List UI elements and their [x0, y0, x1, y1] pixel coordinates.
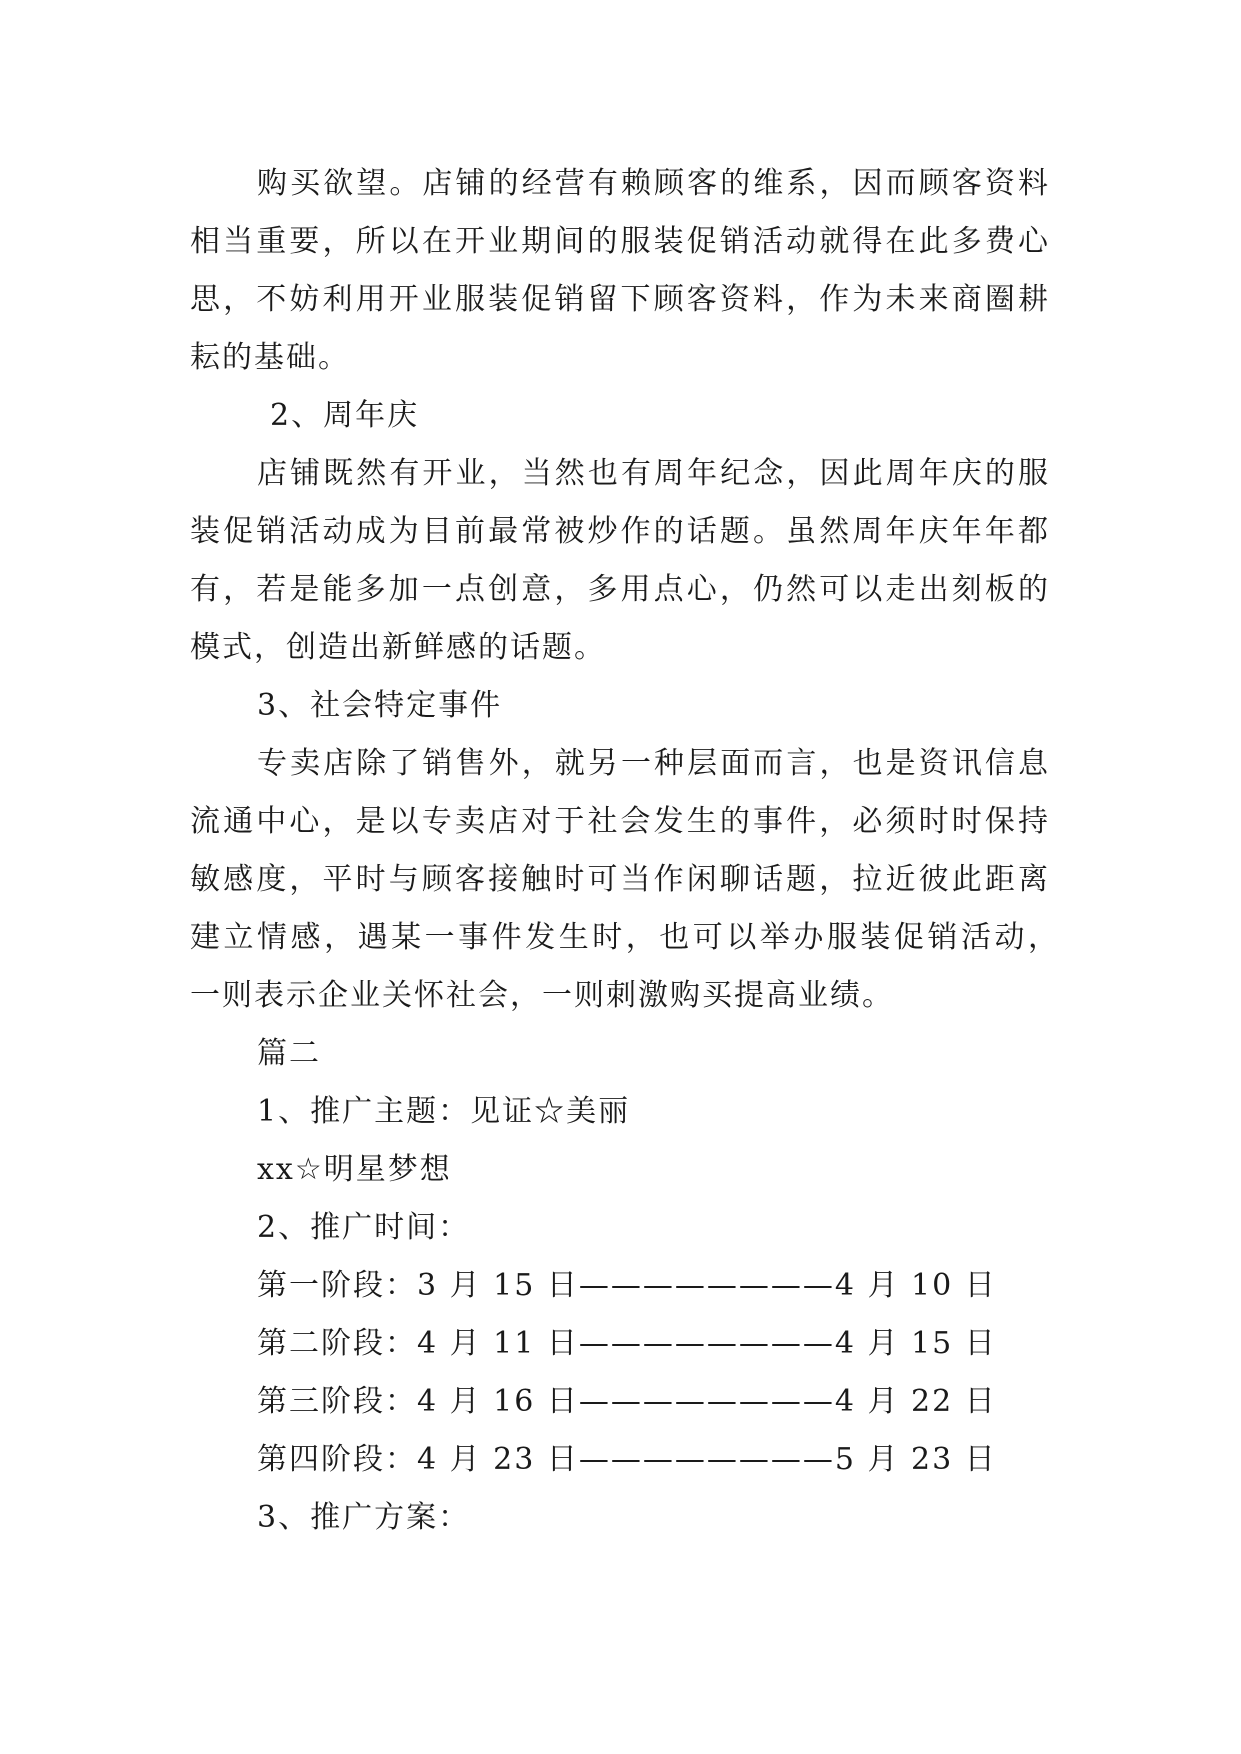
paragraph-line: 耘的基础。 [190, 340, 350, 375]
paragraph-line: 装促销活动成为目前最常被炒作的话题。虽然周年庆年年都 [190, 514, 1050, 549]
promotion-plan-heading: 3、推广方案： [257, 1500, 471, 1535]
stage-line: 第二阶段：4 月 11 日————————4 月 15 日 [257, 1326, 997, 1361]
paragraph-line: 流通中心，是以专卖店对于社会发生的事件，必须时时保持 [190, 804, 1050, 839]
paragraph-line: 相当重要，所以在开业期间的服装促销活动就得在此多费心 [190, 224, 1050, 259]
paragraph-line: 购买欲望。店铺的经营有赖顾客的维系，因而顾客资料 [257, 166, 1050, 201]
paragraph-line: 一则表示企业关怀社会，一则刺激购买提高业绩。 [190, 978, 894, 1013]
promotion-time-heading: 2、推广时间： [257, 1210, 471, 1245]
paragraph-line: 店铺既然有开业，当然也有周年纪念，因此周年庆的服 [257, 456, 1050, 491]
section-heading: 3、社会特定事件 [257, 688, 503, 723]
paragraph-line: 建立情感，遇某一事件发生时，也可以举办服装促销活动， [190, 920, 1060, 955]
stage-line: 第一阶段：3 月 15 日————————4 月 10 日 [257, 1268, 997, 1303]
paragraph-line: 有，若是能多加一点创意，多用点心，仍然可以走出刻板的 [190, 572, 1050, 607]
paragraph-line: 专卖店除了销售外，就另一种层面而言，也是资讯信息 [257, 746, 1050, 781]
stage-line: 第三阶段：4 月 16 日————————4 月 22 日 [257, 1384, 997, 1419]
section-heading: 2、周年庆 [270, 398, 420, 433]
paragraph-line: 思，不妨利用开业服装促销留下顾客资料，作为未来商圈耕 [190, 282, 1050, 317]
paragraph-line: 敏感度，平时与顾客接触时可当作闲聊话题，拉近彼此距离 [190, 862, 1050, 897]
part-title: 篇二 [257, 1036, 321, 1071]
paragraph-line: 模式，创造出新鲜感的话题。 [190, 630, 606, 665]
stage-line: 第四阶段：4 月 23 日————————5 月 23 日 [257, 1442, 997, 1477]
promotion-theme: 1、推广主题：见证☆美丽 [257, 1094, 631, 1129]
promotion-theme-continued: xx☆明星梦想 [257, 1152, 452, 1187]
